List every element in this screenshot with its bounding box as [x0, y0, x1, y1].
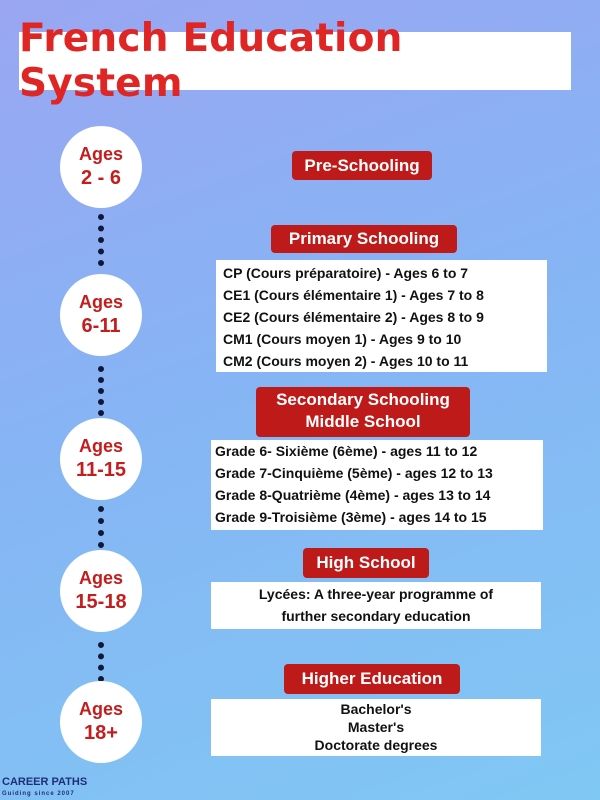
- list-item: further secondary education: [281, 608, 471, 624]
- primary-grades-box: [216, 260, 547, 372]
- age-range: 18+: [84, 721, 118, 744]
- list-item: Doctorate degrees: [314, 737, 438, 753]
- age-circle-3: [60, 418, 142, 500]
- career-paths-logo: [2, 776, 87, 800]
- age-label: Ages: [78, 699, 123, 720]
- stage-heading-secondary: [256, 387, 470, 437]
- age-label: Ages: [78, 144, 123, 165]
- higher-education-box: [211, 699, 541, 756]
- list-item: Master's: [347, 719, 405, 735]
- age-range: 15-18: [75, 590, 127, 613]
- timeline-connector: [98, 506, 104, 548]
- list-item: CP (Cours préparatoire) - Ages 6 to 7: [223, 265, 469, 281]
- brand-tagline: Guiding since 2007: [2, 791, 75, 797]
- age-label: Ages: [78, 568, 123, 589]
- age-label: Ages: [78, 436, 123, 457]
- list-item: Grade 8-Quatrième (4ème) - ages 13 to 14: [215, 487, 491, 503]
- age-circle-1: [60, 126, 142, 208]
- stage-heading-primary: Primary Schooling: [271, 225, 457, 253]
- list-item: CE1 (Cours élémentaire 1) - Ages 7 to 8: [223, 287, 484, 303]
- age-range: 6-11: [81, 314, 121, 337]
- secondary-heading: Secondary Schooling: [276, 390, 450, 409]
- age-range: 11-15: [75, 458, 127, 481]
- list-item: Grade 6- Sixième (6ème) - ages 11 to 12: [215, 443, 478, 459]
- age-circle-5: [60, 681, 142, 763]
- timeline-connector: [98, 214, 104, 266]
- age-label: Ages: [78, 292, 123, 313]
- list-item: Grade 9-Troisième (3ème) - ages 14 to 15: [215, 509, 487, 525]
- list-item: CM2 (Cours moyen 2) - Ages 10 to 11: [223, 353, 469, 369]
- title-banner: [19, 16, 571, 106]
- list-item: Lycées: A three-year programme of: [258, 586, 494, 602]
- middle-school-subheading: Middle School: [305, 412, 421, 431]
- list-item: CE2 (Cours élémentaire 2) - Ages 8 to 9: [223, 309, 484, 325]
- list-item: CM1 (Cours moyen 1) - Ages 9 to 10: [223, 331, 462, 347]
- timeline-connector: [98, 642, 104, 682]
- stage-heading-higher-education: Higher Education: [284, 664, 460, 694]
- age-circle-4: [60, 550, 142, 632]
- stage-heading-pre-schooling: Pre-Schooling: [292, 151, 432, 180]
- brand-name: CAREER PATHS: [2, 776, 88, 788]
- age-range: 2 - 6: [80, 166, 122, 189]
- middle-school-grades-box: [211, 440, 543, 530]
- page-title: French Education System: [19, 16, 403, 106]
- list-item: Grade 7-Cinquième (5ème) - ages 12 to 13: [215, 465, 493, 481]
- stage-heading-high-school: High School: [303, 548, 429, 578]
- high-school-box: [211, 582, 541, 629]
- age-circle-2: [60, 274, 142, 356]
- list-item: Bachelor's: [340, 701, 412, 717]
- timeline-connector: [98, 366, 104, 416]
